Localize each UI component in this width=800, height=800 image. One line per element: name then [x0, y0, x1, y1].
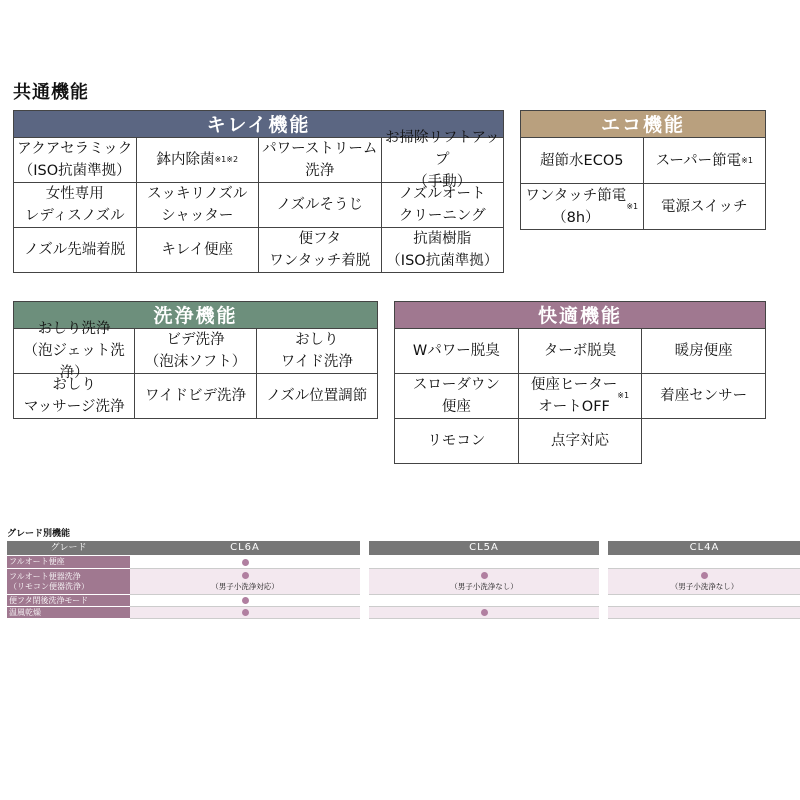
page-title: 共通機能 — [13, 82, 89, 103]
grade-cell — [369, 556, 599, 569]
kirei-feature-cell — [259, 138, 382, 183]
available-dot-icon — [481, 609, 488, 616]
feature-label: 暖房便座 — [674, 343, 733, 359]
grade-cell — [608, 556, 800, 569]
wash-feature-cell — [135, 374, 256, 419]
comfort-feature-cell — [519, 419, 643, 464]
comfort-feature-cell — [519, 329, 643, 374]
wash-feature-cell — [14, 321, 135, 381]
feature-label: ノズル先端着脱 — [24, 242, 126, 258]
feature-label: ワイドビデ洗浄 — [144, 388, 247, 404]
kirei-feature-cell — [14, 183, 137, 228]
feature-label: アクアセラミック （ISO抗菌準拠） — [17, 141, 133, 179]
feature-label: キレイ便座 — [161, 242, 234, 258]
wash-feature-cell — [257, 329, 378, 374]
grade-row-label: フルオート便器洗浄 （リモコン便器洗浄） — [7, 569, 130, 595]
eco-feature-cell — [644, 184, 767, 230]
feature-label: 超節水ECO5 — [540, 152, 624, 169]
kirei-feature-cell — [259, 228, 382, 273]
comfort-feature-cell — [642, 374, 766, 419]
kirei-header: キレイ機能 — [13, 110, 504, 138]
kirei-feature-cell — [382, 228, 505, 273]
grade-header-row — [7, 541, 800, 556]
feature-label: 鉢内除菌 — [156, 152, 215, 168]
grade-cell — [130, 595, 360, 607]
feature-label: パワーストリーム 洗浄 — [262, 141, 378, 179]
kirei-feature-cell — [137, 228, 260, 273]
footnote-mark: ※1※2 — [214, 155, 239, 164]
wash-feature-cell — [14, 374, 135, 419]
kirei-grid — [13, 130, 504, 273]
feature-label: ノズルそうじ — [276, 197, 363, 213]
available-dot-icon — [242, 572, 249, 579]
feature-label: おしり ワイド洗浄 — [280, 332, 353, 370]
comfort-feature-cell — [395, 374, 519, 419]
available-dot-icon — [242, 609, 249, 616]
footnote-mark: ※1 — [617, 391, 630, 400]
wash-feature-box — [13, 301, 378, 419]
available-dot-icon — [481, 572, 488, 579]
grade-cell — [608, 569, 800, 595]
grade-cell — [369, 595, 599, 607]
grade-cell — [369, 569, 599, 595]
feature-label: 点字対応 — [550, 433, 609, 449]
kirei-feature-cell — [382, 130, 505, 190]
eco-grid — [520, 138, 766, 230]
grade-cell — [130, 556, 360, 569]
grade-note: （男子小洗浄なし） — [450, 581, 518, 591]
footnote-mark: ※1 — [741, 155, 753, 165]
comfort-feature-cell — [395, 329, 519, 374]
comfort-header: 快適機能 — [394, 301, 766, 329]
grade-cell — [369, 607, 599, 619]
feature-label: 女性専用 レディスノズル — [24, 186, 125, 224]
available-dot-icon — [242, 559, 249, 566]
wash-grid — [13, 321, 378, 419]
grade-row-label: フルオート便座 — [7, 556, 130, 569]
available-dot-icon — [701, 572, 708, 579]
comfort-feature-box — [394, 301, 766, 464]
footnote-mark: ※1 — [626, 201, 639, 211]
grade-header-cl4a: CL4A — [608, 541, 800, 555]
comfort-feature-cell — [519, 374, 643, 419]
kirei-feature-cell — [259, 183, 382, 228]
feature-label: リモコン — [427, 433, 486, 449]
wash-feature-cell — [257, 374, 378, 419]
grade-row — [7, 595, 800, 607]
eco-feature-box — [520, 110, 766, 230]
grade-cell — [608, 595, 800, 607]
eco-feature-cell — [521, 138, 644, 184]
feature-label: おしり マッサージ洗浄 — [23, 377, 125, 415]
comfort-feature-cell — [395, 419, 519, 464]
feature-label: 便フタ ワンタッチ着脱 — [269, 231, 371, 269]
available-dot-icon — [242, 597, 249, 604]
feature-label: 抗菌樹脂 （ISO抗菌準拠） — [386, 231, 499, 269]
grade-row-label: 温風乾燥 — [7, 607, 130, 619]
grade-header-cl6a: CL6A — [130, 541, 360, 555]
wash-header: 洗浄機能 — [13, 301, 378, 329]
comfort-feature-cell — [642, 329, 766, 374]
feature-label: 着座センサー — [660, 388, 748, 404]
grade-row — [7, 607, 800, 619]
feature-label: おしり洗浄 （泡ジェット洗浄） — [23, 321, 125, 381]
feature-label: ノズルオート クリーニング — [398, 186, 486, 224]
grade-row — [7, 569, 800, 595]
grade-row — [7, 556, 800, 569]
feature-label: 便座ヒーター オートOFF — [530, 377, 618, 415]
grade-row-label: 便フタ閉後洗浄モード — [7, 595, 130, 607]
feature-label: スッキリノズル シャッター — [147, 186, 248, 224]
grade-note: （男子小洗浄なし） — [670, 581, 739, 591]
feature-label: ターボ脱臭 — [543, 343, 617, 359]
feature-label: スローダウン 便座 — [412, 377, 500, 415]
kirei-feature-box — [13, 110, 504, 273]
feature-label: ノズル位置調節 — [266, 388, 368, 404]
grade-cell — [130, 607, 360, 619]
grade-cell — [130, 569, 360, 595]
feature-label: Wパワー脱臭 — [412, 343, 500, 359]
feature-label: お掃除リフトアップ （手動） — [384, 130, 500, 190]
eco-feature-cell — [644, 138, 767, 184]
grade-note: （男子小洗浄対応） — [211, 581, 279, 591]
grade-section-title: グレード別機能 — [7, 529, 71, 539]
grade-cell — [608, 607, 800, 619]
feature-label: スーパー節電 — [655, 152, 742, 169]
kirei-feature-cell — [14, 138, 137, 183]
grade-header-label: グレード — [7, 541, 130, 556]
feature-label: ビデ洗浄 （泡沫ソフト） — [144, 332, 247, 370]
eco-feature-cell — [521, 184, 644, 230]
feature-label: 電源スイッチ — [661, 198, 748, 215]
grade-header-cl5a: CL5A — [369, 541, 599, 555]
kirei-feature-cell — [137, 183, 260, 228]
kirei-feature-cell — [382, 183, 505, 228]
eco-header: エコ機能 — [520, 110, 766, 138]
comfort-grid — [394, 329, 766, 464]
feature-label: ワンタッチ節電 （8h） — [525, 187, 627, 226]
kirei-feature-cell — [137, 138, 260, 183]
kirei-feature-cell — [14, 228, 137, 273]
grade-table — [7, 541, 800, 619]
wash-feature-cell — [135, 329, 256, 374]
